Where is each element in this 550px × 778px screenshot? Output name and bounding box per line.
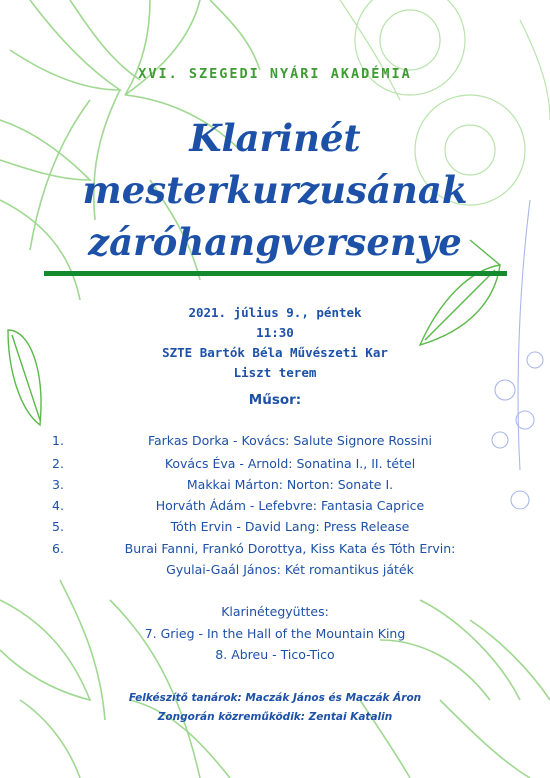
- program-item-text: Farkas Dorka - Kovács: Salute Signore Rossini: [147, 433, 433, 448]
- ensemble-item: 8. Abreu - Tico-Tico: [215, 647, 335, 662]
- program-item-number: 1.: [52, 433, 64, 448]
- program-item-text: Horváth Ádám - Lefebvre: Fantasia Caprice: [155, 498, 425, 513]
- title-line-1: Klarinét: [189, 116, 361, 160]
- concert-title: [0, 112, 550, 268]
- event-room: Liszt terem: [233, 365, 317, 380]
- program-item-number: 6.: [52, 541, 64, 556]
- title-divider: [44, 271, 507, 276]
- event-date: 2021. július 9., péntek: [188, 305, 362, 320]
- program-item-text: Makkai Márton: Norton: Sonate I.: [186, 477, 394, 492]
- ensemble-heading: Klarinétegyüttes:: [221, 604, 329, 619]
- program-item-number: 3.: [52, 477, 64, 492]
- academy-label: XVI. SZEGEDI NYÁRI AKADÉMIA: [138, 66, 412, 82]
- title-line-2: mesterkurzusának: [82, 168, 468, 212]
- event-venue: SZTE Bartók Béla Művészeti Kar: [162, 345, 388, 360]
- program-item-number: 4.: [52, 498, 64, 513]
- program-item-text: Gyulai-Gaál János: Két romantikus játék: [166, 562, 414, 577]
- program-item-number: 2.: [52, 456, 64, 471]
- piano-credit: Zongorán közreműködik: Zentai Katalin: [157, 711, 393, 723]
- program-item-number: 5.: [52, 519, 64, 534]
- program-item-text: Burai Fanni, Frankó Dorottya, Kiss Kata és Tóth Ervin:: [124, 541, 456, 556]
- program-item-text: Kovács Éva - Arnold: Sonatina I., II. tétel: [164, 456, 416, 471]
- program-item-text: Tóth Ervin - David Lang: Press Release: [170, 519, 410, 534]
- title-line-3: záróhangversenye: [88, 220, 462, 264]
- ensemble-item: 7. Grieg - In the Hall of the Mountain King: [144, 626, 406, 641]
- program-heading: Műsor:: [248, 392, 302, 408]
- teachers-credit: Felkészítő tanárok: Maczák János és Maczák Áron: [128, 692, 422, 704]
- event-time: 11:30: [256, 325, 294, 340]
